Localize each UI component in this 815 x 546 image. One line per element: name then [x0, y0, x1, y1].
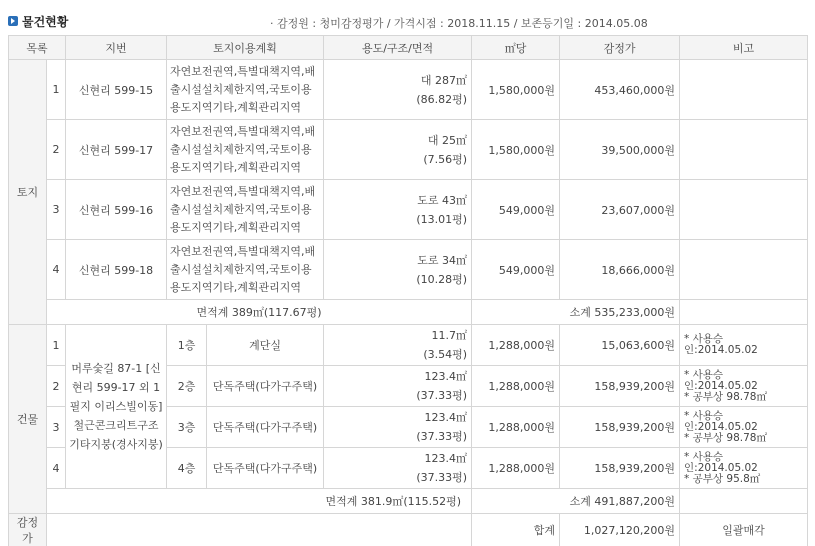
remarks-cell	[680, 407, 808, 448]
area-cell	[324, 448, 472, 489]
header-jibun: 지번	[66, 36, 167, 60]
building-use-cell: 단독주택(다가구주택)	[207, 366, 324, 407]
floor-cell: 1층	[167, 325, 207, 366]
row-number: 2	[47, 366, 66, 407]
area-sqm: 도로 43㎡	[417, 193, 468, 207]
land-category-label: 토지	[9, 60, 47, 325]
area-pyeong: (3.54평)	[423, 348, 468, 361]
land-use-plan-cell	[167, 120, 324, 180]
remark-line: * 사용승	[684, 333, 724, 345]
building-use-cell: 단독주택(다가구주택)	[207, 448, 324, 489]
jibun-cell: 신현리 599-18	[66, 240, 167, 300]
building-address-cell: 머루숯길 87-1 [신현리 599-17 외 1필지 이리스빌이동] 철근콘크리트구조 기타지붕(경사지붕)	[66, 325, 167, 489]
building-use-cell: 단독주택(다가구주택)	[207, 407, 324, 448]
header-appraisal-price: 감정가	[560, 36, 680, 60]
appraisal-price-cell: 15,063,600원	[560, 325, 680, 366]
floor-cell: 3층	[167, 407, 207, 448]
area-cell	[324, 60, 472, 120]
section-header	[8, 12, 808, 32]
remarks-cell	[680, 180, 808, 240]
unit-price-cell: 549,000원	[472, 240, 560, 300]
area-cell	[324, 180, 472, 240]
area-sqm: 대 25㎡	[427, 133, 468, 147]
header-land-use-plan: 토지이용계획	[167, 36, 324, 60]
remarks-cell	[680, 366, 808, 407]
total-category-label: 감정가	[9, 514, 47, 546]
area-pyeong: (7.56평)	[423, 152, 468, 166]
plan-line: 용도지역기타,계획관리지역	[170, 220, 302, 234]
jibun-cell: 신현리 599-15	[66, 60, 167, 120]
building-category-label: 건물	[9, 325, 47, 514]
building-area-sum: 면적계 381.9㎡(115.52평)	[47, 489, 472, 514]
land-use-plan-cell	[167, 60, 324, 120]
plan-line: 자연보전권역,특별대책지역,배	[170, 64, 316, 78]
row-number: 3	[47, 407, 66, 448]
unit-price-cell: 1,288,000원	[472, 366, 560, 407]
land-use-plan-cell	[167, 240, 324, 300]
area-cell	[324, 240, 472, 300]
row-number: 4	[47, 240, 66, 300]
plan-line: 출시설설치제한지역,국토이용	[170, 202, 312, 216]
remark-line: 인:2014.05.02	[684, 379, 758, 392]
remark-line: * 사용승	[684, 450, 724, 463]
area-pyeong: (10.28평)	[416, 272, 468, 286]
total-appraisal-value: 1,027,120,200원	[560, 514, 680, 546]
total-sum-label: 합계	[472, 514, 560, 546]
area-cell	[324, 120, 472, 180]
land-summary-row	[9, 300, 808, 325]
remark-line: 인:2014.05.02	[684, 344, 758, 356]
appraisal-price-cell: 158,939,200원	[560, 448, 680, 489]
plan-line: 자연보전권역,특별대책지역,배	[170, 184, 316, 198]
area-sqm: 123.4㎡	[424, 370, 468, 383]
plan-line: 용도지역기타,계획관리지역	[170, 100, 302, 114]
row-number: 4	[47, 448, 66, 489]
area-cell	[324, 366, 472, 407]
building-subtotal: 소계 491,887,200원	[472, 489, 680, 514]
plan-line: 용도지역기타,계획관리지역	[170, 280, 302, 294]
property-status-table	[8, 35, 808, 546]
remark-line: 인:2014.05.02	[684, 420, 758, 433]
remark-line: * 공부상 95.8㎡	[684, 472, 761, 485]
appraisal-price-cell: 158,939,200원	[560, 366, 680, 407]
plan-line: 출시설설치제한지역,국토이용	[170, 262, 312, 276]
unit-price-cell: 549,000원	[472, 180, 560, 240]
remarks-cell	[680, 300, 808, 325]
unit-price-cell: 1,580,000원	[472, 60, 560, 120]
area-pyeong: (37.33평)	[416, 389, 468, 402]
remark-line: * 사용승	[684, 368, 724, 381]
bullet-arrow-icon	[8, 16, 18, 26]
area-sqm: 123.4㎡	[424, 452, 468, 465]
area-pyeong: (86.82평)	[416, 92, 468, 106]
appraisal-meta: · 감정원 : 청미감정평가 / 가격시점 : 2018.11.15 / 보존등기일 : 2014.05.08	[270, 17, 648, 30]
area-cell	[324, 407, 472, 448]
area-cell	[324, 325, 472, 366]
building-use-cell: 계단실	[207, 325, 324, 366]
area-sqm: 대 287㎡	[420, 73, 468, 87]
remarks-cell	[680, 448, 808, 489]
unit-price-cell: 1,288,000원	[472, 448, 560, 489]
area-sqm: 도로 34㎡	[417, 253, 468, 267]
remark-line: * 공부상 98.78㎡	[684, 390, 767, 403]
unit-price-cell: 1,288,000원	[472, 407, 560, 448]
row-number: 1	[47, 60, 66, 120]
plan-line: 자연보전권역,특별대책지역,배	[170, 244, 316, 258]
total-remarks: 일괄매각	[680, 514, 808, 546]
land-subtotal: 소계 535,233,000원	[472, 300, 680, 325]
table-header-row	[9, 36, 808, 60]
appraisal-price-cell: 158,939,200원	[560, 407, 680, 448]
row-number: 3	[47, 180, 66, 240]
table-row	[9, 240, 808, 300]
header-list: 목록	[9, 36, 66, 60]
header-per-sqm: ㎡당	[472, 36, 560, 60]
plan-line: 출시설설치제한지역,국토이용	[170, 142, 312, 156]
row-number: 1	[47, 325, 66, 366]
section-title: 물건현황	[22, 15, 69, 29]
remarks-cell	[680, 240, 808, 300]
area-sqm: 123.4㎡	[424, 411, 468, 424]
header-use-structure-area: 용도/구조/면적	[324, 36, 472, 60]
unit-price-cell: 1,288,000원	[472, 325, 560, 366]
remarks-cell	[680, 325, 808, 366]
appraisal-price-cell: 18,666,000원	[560, 240, 680, 300]
jibun-cell: 신현리 599-16	[66, 180, 167, 240]
table-row	[9, 325, 808, 366]
floor-cell: 2층	[167, 366, 207, 407]
table-row	[9, 180, 808, 240]
table-row	[9, 120, 808, 180]
appraisal-price-cell: 453,460,000원	[560, 60, 680, 120]
building-summary-row	[9, 489, 808, 514]
empty-cell	[47, 514, 472, 546]
table-row	[9, 60, 808, 120]
plan-line: 용도지역기타,계획관리지역	[170, 160, 302, 174]
row-number: 2	[47, 120, 66, 180]
total-row	[9, 514, 808, 546]
unit-price-cell: 1,580,000원	[472, 120, 560, 180]
plan-line: 출시설설치제한지역,국토이용	[170, 82, 312, 96]
remark-line: 인:2014.05.02	[684, 461, 758, 474]
area-pyeong: (13.01평)	[416, 212, 468, 226]
area-sqm: 11.7㎡	[431, 329, 468, 342]
remarks-cell	[680, 120, 808, 180]
floor-cell: 4층	[167, 448, 207, 489]
area-pyeong: (37.33평)	[416, 430, 468, 443]
plan-line: 자연보전권역,특별대책지역,배	[170, 124, 316, 138]
jibun-cell: 신현리 599-17	[66, 120, 167, 180]
appraisal-price-cell: 39,500,000원	[560, 120, 680, 180]
remark-line: * 공부상 98.78㎡	[684, 431, 767, 444]
area-pyeong: (37.33평)	[416, 471, 468, 484]
remark-line: * 사용승	[684, 409, 724, 422]
land-area-sum: 면적계 389㎡(117.67평)	[47, 300, 472, 325]
remarks-cell	[680, 489, 808, 514]
remarks-cell	[680, 60, 808, 120]
appraisal-price-cell: 23,607,000원	[560, 180, 680, 240]
land-use-plan-cell	[167, 180, 324, 240]
header-remarks: 비고	[680, 36, 808, 60]
